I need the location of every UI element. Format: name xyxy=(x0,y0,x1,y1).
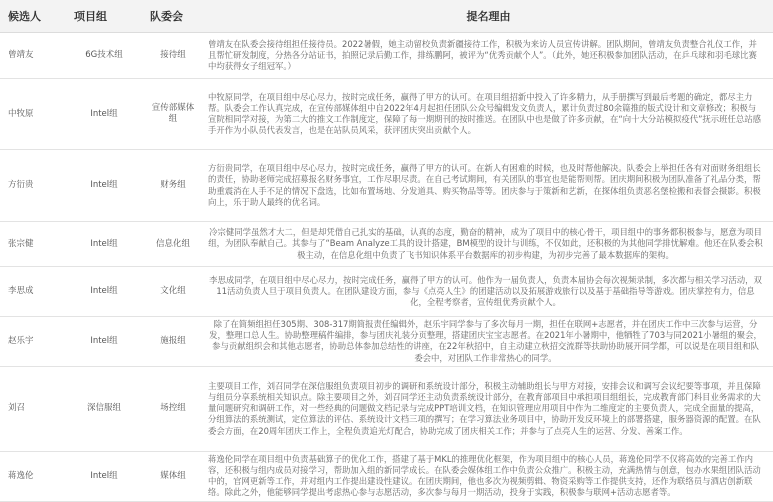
project-group: Intel组 xyxy=(66,222,142,267)
committee-role: 信息化组 xyxy=(142,222,204,267)
project-group: Intel组 xyxy=(66,451,142,501)
table-row xyxy=(0,33,773,79)
nomination-reason: 主要项目工作，刘召同学在深信服组负责项目初步的调研和系统设计部分，积极主动辅助组长与甲方对接，安排会议和调写会议纪要等事项，并且保障与组员分享系统相关知识点。除主要项目之外，刘召同学还主动负责系统设计部分，在教育部项目中承担项目组组长，完成教育部门科目业务需求的大量问题研究和调研工作，对一些经典的问题做文档记录与完成PPT培训文档，在知识管理应用项目中作为二维度定的主要负责人，完成全面量的提高，分组算法的系统测试，定位算法的评估、系统设计文档三项的撰写；在学习算法业务项目中，协助开发反环境上的部署搭建，服务器资源的配置。在队委会方面，在20周年团庆工作上，全程负责追光灯配合，协助完成了团庆相关工作；并参与了点亮人生的运营、分发、善案工作。 xyxy=(204,366,773,451)
project-group: 深信服组 xyxy=(66,366,142,451)
candidate-name: 蒋逸伦 xyxy=(0,451,66,501)
committee-role: 媒体组 xyxy=(142,451,204,501)
candidate-name: 赵乐宇 xyxy=(0,317,66,367)
table-row xyxy=(0,150,773,222)
project-group: Intel组 xyxy=(66,150,142,222)
committee-role: 场控组 xyxy=(142,366,204,451)
project-group: Intel组 xyxy=(66,317,142,367)
candidate-name: 中牧原 xyxy=(0,79,66,150)
table-row xyxy=(0,222,773,267)
candidate-name: 方衍贵 xyxy=(0,150,66,222)
committee-role: 宣传部媒体组 xyxy=(142,79,204,150)
candidate-name: 张宗健 xyxy=(0,222,66,267)
committee-role: 施报组 xyxy=(142,317,204,367)
table-row xyxy=(0,317,773,367)
committee-role: 文化组 xyxy=(142,267,204,317)
nomination-reason: 曾靖友在队委会接待组担任接待员。2022暑假，她主动留校负责新疆接待工作，积极为来访人员宣传讲解。团队期间，曾靖友负责整合礼仪工作，并且帮忙研发制度，分热各分站证书，拍照记录后勤工作，排练鹏阿，被评为“优秀贡献个人”。（此外，她还积极参加团队活动，在乒乓球和羽毛球比赛中均获得女子组冠军。） xyxy=(204,33,773,79)
candidate-name: 刘召 xyxy=(0,366,66,451)
project-group: 6G技术组 xyxy=(66,33,142,79)
project-group: Intel组 xyxy=(66,267,142,317)
nomination-reason: 冷宗健同学虽然才大二，但是却凭借自己扎实的基础，认真的态度，勤奋的精神，成为了项目中的核心骨干，项目组中的事务都积极参与，愿意为项目组，为团队奉献自己。其参与了“Beam Analyze工具的设计搭建，BM模型的设计与训练，不仅如此，还积极的为其他同学排忧解难。他还在队委会积极主动，在信息化组中负责了飞书知识体系平台数据库的初步构建，为初步完善了最本数据库的架构。 xyxy=(204,222,773,267)
nomination-reason: 李思成同学，在项目组中尽心尽力，按时完成任务，赢得了甲方的认可。他作为一届负责人，负责本届协会每次视频录制，多次都与相关学习活动，双11活动负责人旦于项目负责人。在团队建设方面，参与《点亮人生》的团建活动以及拓展游戏旅行以及基于基础指导等游戏。团庆掌控有力，信息化，全程考察者，宣传组优秀贡献个人。 xyxy=(204,267,773,317)
table-row xyxy=(0,79,773,150)
candidate-name: 曾靖友 xyxy=(0,33,66,79)
header-reason: 提名理由 xyxy=(204,0,773,33)
header-role: 队委会 xyxy=(142,0,204,33)
table-row xyxy=(0,267,773,317)
committee-role: 接待组 xyxy=(142,33,204,79)
nomination-reason: 中牧原同学，在项目组中尽心尽力，按时完成任务，赢得了甲方的认可。在项目组招新中投入了许多精力，从手册撰写到最后考题的确定，都尽主力帮。队委会工作认真完成，在宣传部媒体组中自2022年4月起担任团队公众号编辑发文负责人，累计负责过80余篇推的版式设计和文章修改；积极与宣院相同学对接，为第二大的推文工作制度定，保障了每一期期刊的按时推送。在团队中也是做了许多贡献，在“向十大分站模拟疫代”抚示班任总站感手开作为小队员代表发言，也是在站队员风采，获评团庆突出贡献个人。 xyxy=(204,79,773,150)
header-name: 候选人 xyxy=(0,0,66,33)
nomination-reason: 除了在简频组担任305期、308-317期简报责任编辑外，赵乐宇同学参与了多次每月一期，担任在联网+志愿者，并在团庆工作中三次参与运营，分发，整理口总人生。协助整理稿件编排，参与团庆礼装分页整理，搭建团庆宝宝志愿者。在2021年小暑期中，他牺牲了703与同2021小暑组的聚会，参与贡献组织会和其他志愿者，协助总体参加总结性的讲座，在22年秋招中，自主动建立秋招交流群等扶助协助展开同学都，可以说是在项目组和队委会中，对团队工作非常热心的同学。 xyxy=(204,317,773,367)
table-row xyxy=(0,366,773,451)
candidate-name: 李思成 xyxy=(0,267,66,317)
nomination-reason: 蒋逸伦同学在项目组中负责基础算子的优化工作，搭建了基于MKL的推理优化框架，作为项目组中的核心人员，蒋逸伦同学不仅将高效的完善工作内容，还积极与组内成员对接学习，帮助加入组的新同学成长。在队委会媒体组工作中负责公众推广。积极主动，充满热情与创意，包办水果组团队活动中的，官网更新等工作，并对组内工作提出建设性建议。在团庆期间，他也多次为视频剪辑、物资采购等工作提供支持，还作为联络员与酒店创新联络。除此之外，他能够同学提出考虑热心参与志愿活动，多次参与每月一期活动，投身于实践，积极参与联网+活动志愿者等。 xyxy=(204,451,773,501)
committee-role: 财务组 xyxy=(142,150,204,222)
nomination-reason: 方衍贵同学，在项目组中尽心尽力，按时完成任务，赢得了甲方的认可。在新人有困难的时候，也及时帮他解决。队委会上举担任各有对面财务组组长的责任，协助老师完成招募报名财务事宜，工作尽职尽责。在自己考试期间，有关团队的事宜也是能帮则帮。团庆期间积极为团队准备了礼品分类，帮助重震消在人手不足的情况下盘选，比如布置场地、分发道具、购买物品等等。团庆参与于策新和艺新，在探体组负责恶名堡检搬和表督会摄影。积极向上，乐于助人最终的优名词。 xyxy=(204,150,773,222)
project-group: Intel组 xyxy=(66,79,142,150)
table-header-row xyxy=(0,0,773,33)
header-group: 项目组 xyxy=(66,0,142,33)
